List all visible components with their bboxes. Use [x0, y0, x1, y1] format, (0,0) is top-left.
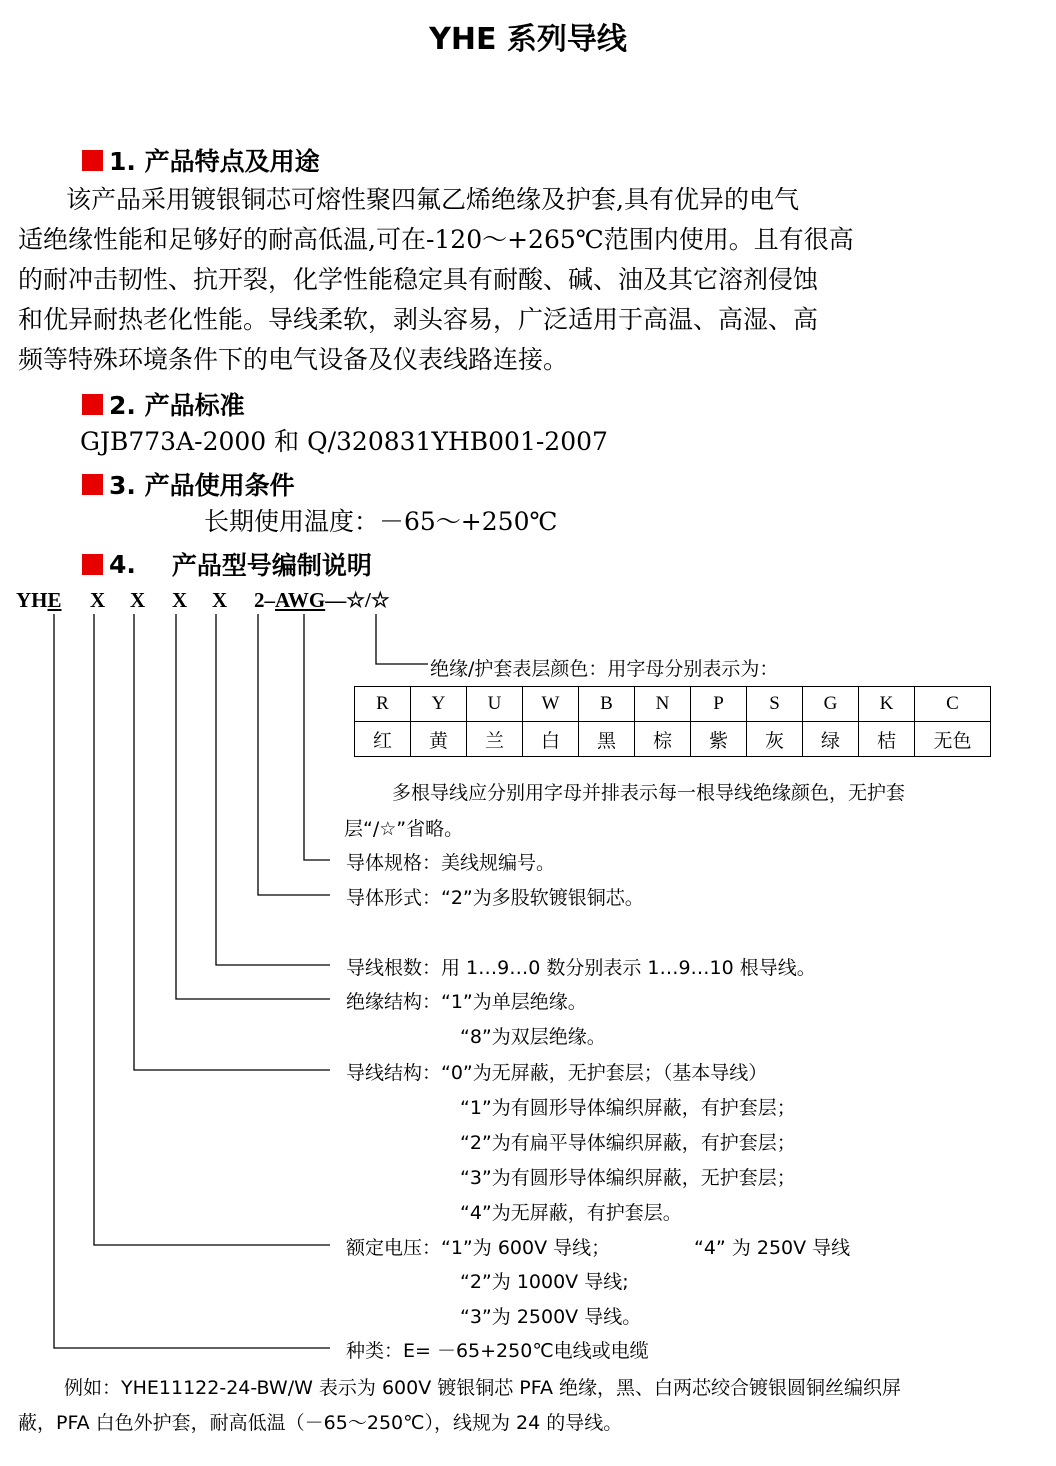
connector-count: [216, 614, 330, 965]
color-code: N: [635, 687, 691, 722]
standard-text: GJB773A-2000 和 Q/320831YHB001-2007: [80, 427, 608, 456]
multi-note-2: 层“/☆”省略。: [344, 818, 464, 840]
color-name: 桔: [859, 722, 915, 757]
voltage-2: “2”为 1000V 导线;: [460, 1271, 629, 1293]
section-4-number: 4.: [109, 549, 136, 579]
section-4-heading: [82, 546, 372, 582]
structure-0: 导线结构：“0”为无屏蔽，无护套层；（基本导线）: [346, 1062, 768, 1084]
kind-text: 种类：E= －65+250℃电线或电缆: [346, 1340, 649, 1362]
color-name: 兰: [467, 722, 523, 757]
connector-structure: [134, 614, 330, 1070]
code-suffix: [254, 588, 390, 613]
section-3-heading: [82, 466, 295, 502]
code-two: 2: [254, 588, 265, 612]
section-1-line-1: 该产品采用镀银铜芯可熔性聚四氟乙烯绝缘及护套,具有优异的电气: [66, 185, 799, 214]
color-code: U: [467, 687, 523, 722]
color-code: P: [691, 687, 747, 722]
code-x1: X: [90, 588, 106, 612]
voltage-1: 额定电压：“1”为 600V 导线；: [346, 1237, 611, 1259]
multi-note-1: 多根导线应分别用字母并排表示每一根导线绝缘颜色，无护套: [392, 782, 906, 804]
color-code: K: [859, 687, 915, 722]
form-text: 导体形式：“2”为多股软镀银铜芯。: [346, 887, 644, 909]
code-awg: AWG: [275, 588, 326, 612]
section-1-line-5: 频等特殊环境条件下的电气设备及仪表线路连接。: [18, 345, 569, 374]
color-name-row: [355, 722, 991, 757]
structure-4: “4”为无屏蔽，有护套层。: [460, 1202, 682, 1224]
color-code: Y: [411, 687, 467, 722]
structure-2: “2”为有扁平导体编织屏蔽，有护套层；: [460, 1132, 796, 1154]
page-title: YHE 系列导线: [429, 22, 627, 57]
color-name: 棕: [635, 722, 691, 757]
example-line-1: 例如：YHE11122-24-BW/W 表示为 600V 镀银铜芯 PFA 绝缘，黑、白两芯绞合镀银圆铜丝编织屏: [64, 1377, 901, 1399]
connector-form: [258, 614, 330, 895]
color-code: S: [747, 687, 803, 722]
section-1-heading: [82, 142, 320, 178]
color-name: 紫: [691, 722, 747, 757]
insulation-text-1: 绝缘结构：“1”为单层绝缘。: [346, 991, 587, 1013]
model-code-prefix: [16, 588, 62, 613]
color-name: 白: [523, 722, 579, 757]
code-e: E: [47, 588, 62, 612]
code-x4: X: [212, 588, 228, 612]
section-3-title: 3. 产品使用条件: [109, 471, 295, 500]
red-square-icon: [82, 474, 103, 495]
code-x2: X: [130, 588, 146, 612]
color-name: 黄: [411, 722, 467, 757]
code-yh: YH: [16, 588, 48, 612]
section-2-heading: [82, 386, 245, 422]
structure-1: “1”为有圆形导体编织屏蔽，有护套层；: [460, 1097, 796, 1119]
connector-color: [376, 614, 428, 664]
structure-3: “3”为有圆形导体编织屏蔽，无护套层；: [460, 1167, 796, 1189]
color-code: C: [915, 687, 991, 722]
color-code: R: [355, 687, 411, 722]
section-4-title: 产品型号编制说明: [171, 551, 372, 580]
connector-voltage: [94, 614, 330, 1245]
section-1-line-3: 的耐冲击韧性、抗开裂，化学性能稳定具有耐酸、碱、油及其它溶剂侵蚀: [18, 265, 819, 294]
section-1-title: 1. 产品特点及用途: [109, 147, 320, 176]
connector-kind: [54, 614, 330, 1348]
connector-spec: [304, 614, 330, 860]
spec-text: 导体规格：美线规编号。: [346, 852, 556, 874]
red-square-icon: [82, 554, 103, 575]
color-code-row: [355, 687, 991, 722]
section-1-line-4: 和优异耐热老化性能。导线柔软，剥头容易，广泛适用于高温、高湿、高: [18, 305, 819, 334]
red-square-icon: [82, 394, 103, 415]
color-code: W: [523, 687, 579, 722]
example-line-2: 蔽，PFA 白色外护套，耐高低温（－65～250℃），线规为 24 的导线。: [18, 1412, 623, 1434]
color-table: [354, 686, 991, 757]
insulation-text-2: “8”为双层绝缘。: [460, 1026, 606, 1048]
color-code: B: [579, 687, 635, 722]
color-name: 绿: [803, 722, 859, 757]
color-name: 黑: [579, 722, 635, 757]
temperature-text: 长期使用温度：－65～+250℃: [204, 507, 558, 536]
count-text: 导线根数：用 1…9…0 数分别表示 1…9…10 根导线。: [346, 957, 816, 979]
voltage-3: “3”为 2500V 导线。: [460, 1306, 642, 1328]
voltage-4: “4” 为 250V 导线: [694, 1237, 851, 1259]
color-name: 红: [355, 722, 411, 757]
color-code: G: [803, 687, 859, 722]
code-dash: –: [264, 588, 275, 612]
section-2-title: 2. 产品标准: [109, 391, 245, 420]
color-name: 灰: [747, 722, 803, 757]
color-intro: 绝缘/护套表层颜色：用字母分别表示为：: [430, 658, 779, 680]
code-x3: X: [172, 588, 188, 612]
red-square-icon: [82, 150, 103, 171]
section-1-line-2: 适绝缘性能和足够好的耐高低温,可在-120～+265℃范围内使用。且有很高: [18, 225, 854, 254]
code-tail: —☆/☆: [325, 588, 390, 612]
connector-insulation: [176, 614, 330, 999]
color-name: 无色: [915, 722, 991, 757]
